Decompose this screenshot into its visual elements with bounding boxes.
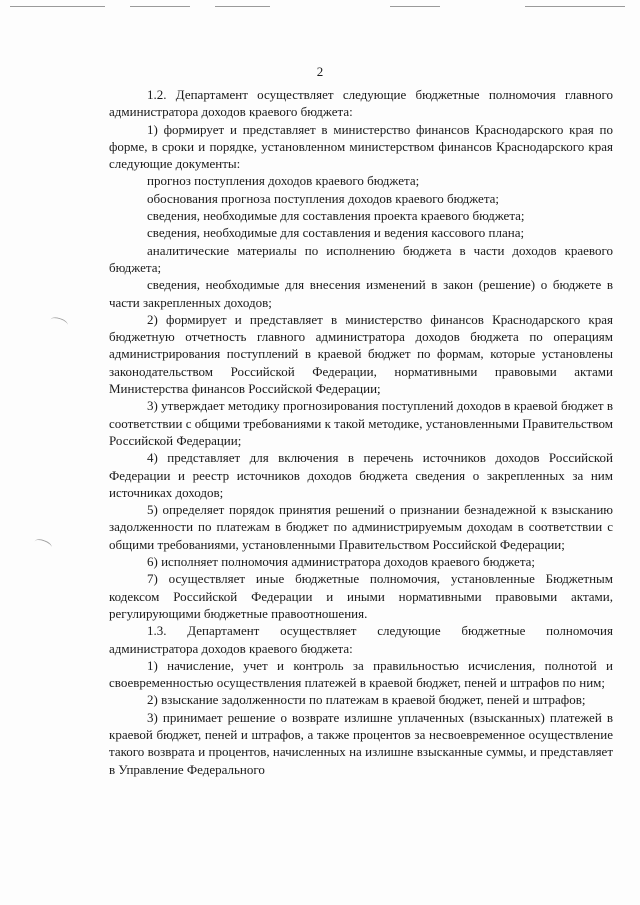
- paragraph: аналитические материалы по исполнению бюджета в части доходов краевого бюджета;: [109, 242, 613, 275]
- paragraph: 7) осуществляет иные бюджетные полномочия, установленные Бюджетным кодексом Российской Федерации и иными нормативными правовыми актами, регулирующими бюджетные правоотношения.: [109, 571, 613, 621]
- document-body: [109, 86, 613, 778]
- paragraph: сведения, необходимые для составления и ведения кассового плана;: [147, 225, 525, 241]
- paragraph: сведения, необходимые для внесения изменений в закон (решение) о бюджете в части закрепленных доходов;: [109, 277, 613, 310]
- paragraph: 1.3. Департамент осуществляет следующие бюджетные полномочия администратора доходов краевого бюджета:: [109, 623, 613, 656]
- scan-artifact-line: [525, 6, 625, 7]
- paragraph: 1) начисление, учет и контроль за правильностью исчисления, полнотой и своевременностью осуществления платежей в краевой бюджет, пеней и штрафов по ним;: [109, 657, 613, 691]
- scan-artifact-line: [215, 6, 270, 7]
- paragraph: обоснования прогноза поступления доходов краевого бюджета;: [147, 190, 500, 206]
- scan-artifact-line: [10, 6, 105, 7]
- paragraph: 1.2. Департамент осуществляет следующие бюджетные полномочия главного администратора доходов краевого бюджета:: [109, 87, 613, 120]
- paragraph: прогноз поступления доходов краевого бюджета;: [147, 173, 420, 189]
- paragraph: 2) формирует и представляет в министерство финансов Краснодарского края бюджетную отчетность главного администратора доходов бюджета по операциям администрирования поступлений в краевой бюджет по формам, которые установлены законодательством Российской Федерации, нормативными правовыми актами Министерства финансов Российской Федерации;: [109, 311, 613, 397]
- paragraph: 3) принимает решение о возврате излишне уплаченных (взысканных) платежей в краевой бюджет, пеней и штрафов, а также процентов за несвоевременное осуществление такого возврата и процентов, начисленных на излишне взысканные суммы, и представляет в Управление Федерального: [109, 709, 613, 777]
- paragraph: 1) формирует и представляет в министерство финансов Краснодарского края по форме, в сроки и порядке, установленном министерством финансов Краснодарского края следующие документы:: [109, 121, 613, 172]
- paragraph: 3) утверждает методику прогнозирования поступлений доходов в краевой бюджет в соответствии с общими требованиями к такой методике, установленными Правительством Российской Федерации;: [109, 398, 613, 448]
- scan-artifact-line: [390, 6, 440, 7]
- paragraph: 4) представляет для включения в перечень источников доходов Российской Федерации и реестр источников доходов бюджета сведения о закрепленных за ним источниках доходов;: [109, 450, 613, 500]
- paragraph: 5) определяет порядок принятия решений о признании безнадежной к взысканию задолженности по платежам в бюджет по администрируемым доходам в соответствии с общими требованиями, установленными Правительством Российской Федерации;: [109, 502, 613, 552]
- page-number: 2: [316, 64, 324, 79]
- paragraph: сведения, необходимые для составления проекта краевого бюджета;: [147, 208, 525, 224]
- paragraph: 2) взыскание задолженности по платежам в краевой бюджет, пеней и штрафов;: [147, 692, 586, 708]
- scan-artifact-line: [130, 6, 190, 7]
- paragraph: 6) исполняет полномочия администратора доходов краевого бюджета;: [147, 554, 536, 570]
- scan-artifact-mark: [33, 537, 53, 552]
- scan-artifact-mark: [49, 315, 69, 329]
